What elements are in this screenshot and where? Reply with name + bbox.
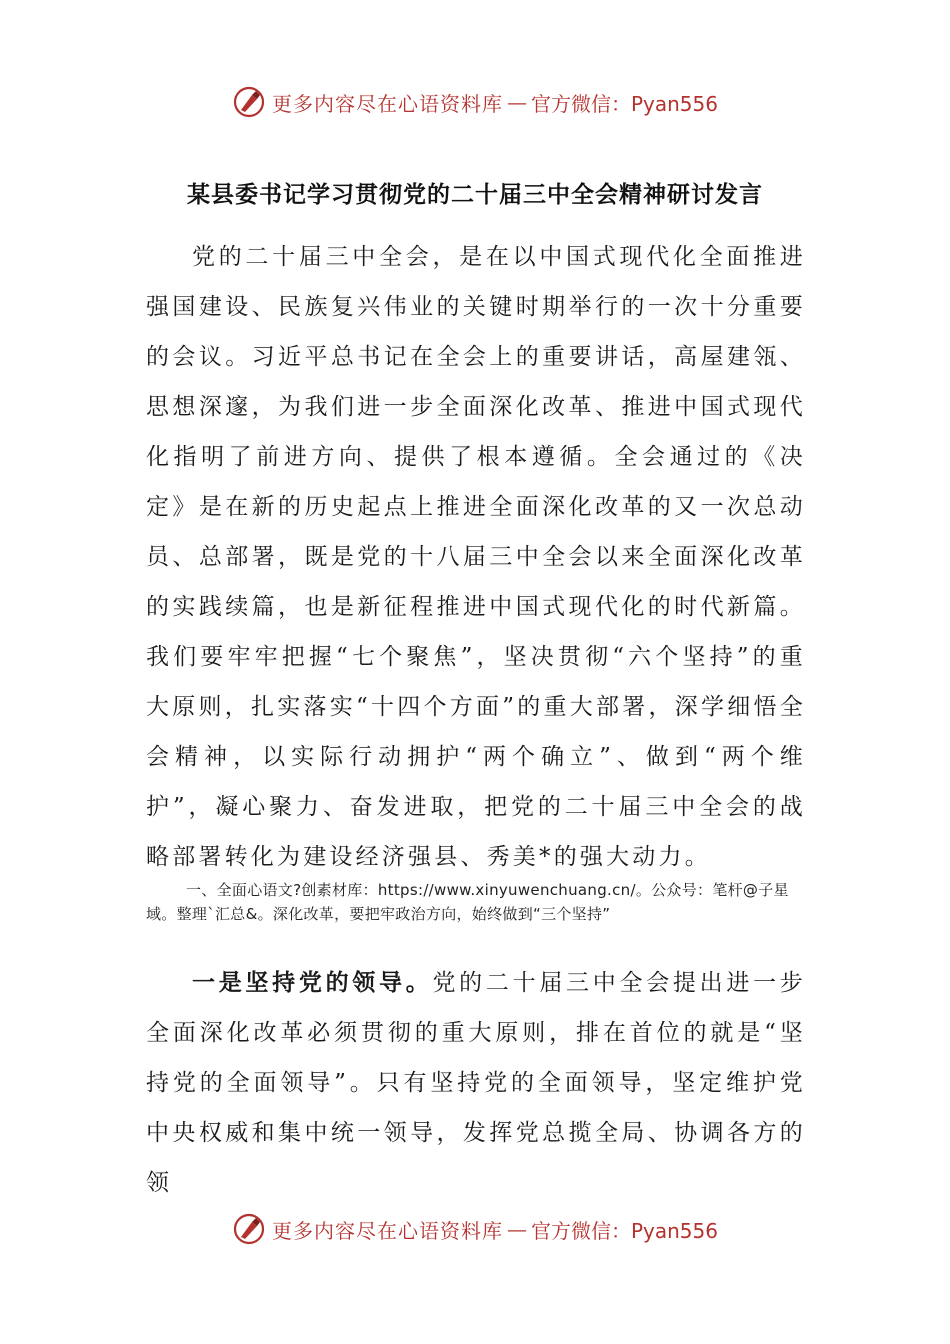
document-title: 某县委书记学习贯彻党的二十届三中全会精神研讨发言: [187, 182, 763, 208]
pen-nib-icon: [232, 85, 266, 119]
banner-separator: —: [506, 1217, 527, 1241]
header-banner: [0, 82, 950, 122]
paragraph-intro: 党的二十届三中全会，是在以中国式现代化全面推进强国建设、民族复兴伟业的关键时期举行的一次十分重要的会议。习近平总书记在全会上的重要讲话，高屋建瓴、思想深邃，为我们进一步全面深化改革、推进中国式现代化指明了前进方向、提供了根本遵循。全会通过的《决定》是在新的历史起点上推进全面深化改革的又一次总动员、总部署，既是党的十八届三中全会以来全面深化改革的实践续篇，也是新征程推进中国式现代化的时代新篇。我们要牢牢把握“七个聚焦”，坚决贯彻“六个坚持”的重大原则，扎实落实“十四个方面”的重大部署，深学细悟全会精神，以实际行动拥护“两个确立”、做到“两个维护”，凝心聚力、奋发进取，把党的二十届三中全会的战略部署转化为建设经济强县、秀美*的强大动力。: [146, 244, 806, 870]
banner-wechat: 官方微信：Pyan556: [530, 91, 718, 116]
section-note: 一、全面心语文?创素材库：https://www.xinyuwenchuang.cn/。公众号：笔杆@子星域。整理`汇总&。深化改革，要把牢政治方向，始终做到“三个坚持”: [146, 881, 789, 923]
paragraph-lead: 一是坚持党的领导。: [192, 970, 433, 996]
banner-separator: —: [506, 90, 527, 114]
pen-nib-icon: [232, 1212, 266, 1246]
footer-banner: [0, 1209, 950, 1249]
paragraph-body: 党的二十届三中全会提出进一步全面深化改革必须贯彻的重大原则，排在首位的就是“坚持党的全面领导”。只有坚持党的全面领导，坚定维护党中央权威和集中统一领导，发挥党总揽全局、协调各方的领: [146, 970, 806, 1196]
banner-text: 更多内容尽在心语资料库: [271, 1218, 503, 1243]
paragraph-party-leadership: [146, 958, 806, 1208]
banner-wechat: 官方微信：Pyan556: [530, 1218, 718, 1243]
banner-text: 更多内容尽在心语资料库: [271, 91, 503, 116]
